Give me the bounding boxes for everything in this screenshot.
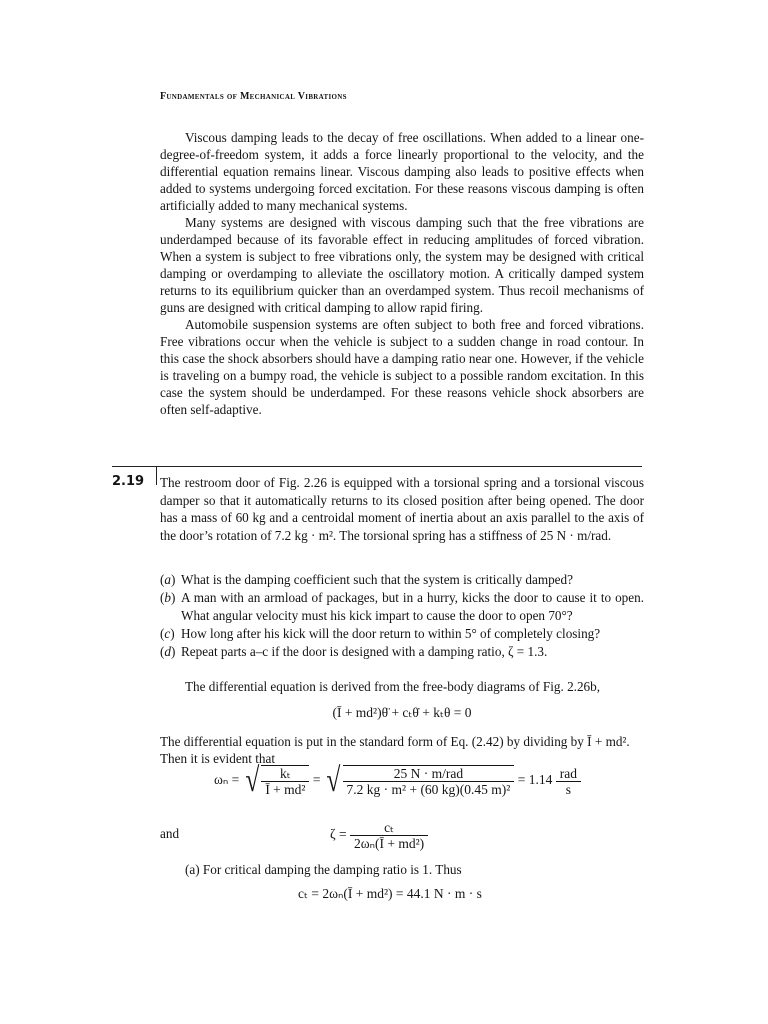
zeta-numerator: cₜ <box>350 820 428 836</box>
paragraph-viscous-damping: Viscous damping leads to the decay of free oscillations. When added to a linear one-degree-of-freedom system, it adds a force linearly proportional to the velocity, and the differential equation remains linear. Viscous damping also leads to positive effects when added to systems undergoing forced excitation. For these reasons viscous damping is often artificially added to many mechanical systems. <box>160 130 644 213</box>
problem-part-d <box>160 643 644 661</box>
part-label: ( b ) <box>160 589 181 625</box>
damping-ratio-equation <box>330 820 428 851</box>
part-label: ( a ) <box>160 571 181 589</box>
problem-marker-bar <box>156 467 157 485</box>
part-a-solution-text: (a) For critical damping the damping ratio is 1. Thus <box>185 862 462 877</box>
problem-statement: The restroom door of Fig. 2.26 is equipped with a torsional spring and a torsional viscous damper so that it automatically returns to its closed position after being opened. The door has a mass of 60 kg and a centroidal moment of inertia about an axis parallel to the axis of the door’s rotation of 7.2 kg · m². The torsional spring has a stiffness of 25 N · m/rad. <box>160 475 644 543</box>
standard-form-text: The differential equation is put in the standard form of Eq. (2.42) by dividing by Ī + md². Then it is evident that <box>160 734 630 766</box>
omega-frac2-numerator: 25 N · m/rad <box>343 766 515 782</box>
omega-result: = 1.14 <box>517 772 553 788</box>
sqrt-ratio-2: √ $\frac{\text{25 N · m/rad}}{\text{7.2 kg · m² + (60 kg)(0.45 m)²}}$ <box>324 764 515 798</box>
omega-lhs: ωₙ = <box>214 772 240 788</box>
solution-intro: The differential equation is derived from the free-body diagrams of Fig. 2.26b, <box>185 679 601 694</box>
zeta-lhs: ζ = <box>330 826 347 842</box>
part-label: ( d ) <box>160 643 181 661</box>
problem-number: 2.19 <box>112 474 145 489</box>
part-label: ( c ) <box>160 625 181 643</box>
equation-motion: (Ī + md²)θ̈ + cₜθ̇ + kₜθ = 0 <box>332 705 472 720</box>
running-head: Fundamentals of Mechanical Vibrations <box>160 91 347 102</box>
paragraph-underdamped-systems: Many systems are designed with viscous damping such that the free vibrations are underdamped because of its favorable effect in reducing amplitudes of forced vibration. When a system is subject to free vibrations only, the system may be designed with critical damping or overdamping to alleviate the oscillatory motion. A critically damped system returns to its equilibrium quicker than an overdamped system. Thus recoil mechanisms of guns are designed with critical damping to allow rapid firing. <box>160 215 644 315</box>
problem-part-a <box>160 571 644 589</box>
omega-unit-numerator: rad <box>556 766 581 782</box>
problem-divider-rule <box>112 466 642 467</box>
paragraph-automobile-suspension: Automobile suspension systems are often subject to both free and forced vibrations. Free vibrations occur when the vehicle is subject to a sudden change in road contour. In this case the shock absorbers should have a damping ratio near one. However, if the vehicle is traveling on a bumpy road, the vehicle is subject to a possible random excitation. In this case the system should be underdamped. For these reasons vehicle shock absorbers are often self-adaptive. <box>160 317 644 417</box>
critical-damping-equation: cₜ = 2ωₙ(Ī + md²) = 44.1 N · m · s <box>298 886 482 901</box>
part-text: A man with an armload of packages, but in a hurry, kicks the door to cause it to open. What angular velocity must his kick impart to cause the door to open 70°? <box>181 590 644 623</box>
omega-unit-denominator: s <box>565 781 571 797</box>
omega-frac2-denominator: 7.2 kg · m² + (60 kg)(0.45 m)² <box>346 782 511 797</box>
natural-frequency-equation: ωₙ = √ $\frac{\text{kₜ}}{\text{Ī + md²}}$ = √ $\frac{\text{25 N · m/rad}}{\text{7.2 kg · m² + (60 kg)(0.45 m)²}}$ = 1.14 $\frac{\text{rad}}{s}$ <box>214 764 581 798</box>
omega-frac1-numerator: kₜ <box>261 766 309 782</box>
sqrt-ratio-1: √ $\frac{\text{kₜ}}{\text{Ī + md²}}$ <box>243 764 310 798</box>
problem-part-c <box>160 625 644 643</box>
problem-parts-list <box>160 571 644 661</box>
and-label: and <box>160 826 180 841</box>
zeta-denominator: 2ωₙ(Ī + md²) <box>353 836 425 851</box>
part-text: What is the damping coefficient such that the system is critically damped? <box>181 572 573 587</box>
problem-part-b <box>160 589 644 625</box>
part-text: Repeat parts a–c if the door is designed with a damping ratio, ζ = 1.3. <box>181 644 548 659</box>
body-text <box>160 129 644 418</box>
omega-frac1-denominator: Ī + md² <box>265 782 306 797</box>
part-text: How long after his kick will the door return to within 5° of completely closing? <box>181 626 601 641</box>
